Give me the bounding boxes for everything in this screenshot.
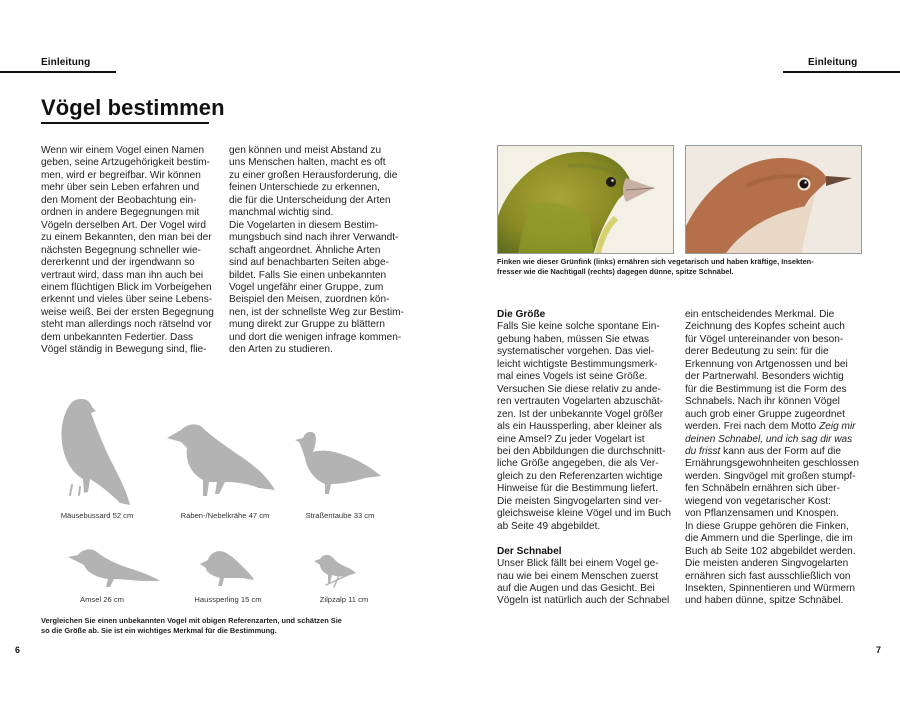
silhouette-maeusebussard — [50, 397, 140, 509]
bird-label-zilpzalp: Zilpzalp 11 cm — [319, 595, 369, 604]
text-line: als ein Haussperling, aber kleiner als — [497, 421, 662, 433]
motto-line-2 — [685, 434, 875, 446]
text-line: erkennt und vieles über seine Lebens- — [41, 294, 213, 306]
text-line: ab Seite 49 abgebildet. — [497, 520, 601, 532]
text-line: feinen Unterschiede zu erkennen, — [229, 182, 380, 194]
bird-label-haussperling: Haussperling 15 cm — [194, 595, 262, 604]
page-number-left: 6 — [15, 645, 21, 655]
text-column-right — [685, 309, 875, 608]
text-line: gen können und meist Abstand zu — [229, 145, 382, 156]
text-line: und dort die wenigen infrage kommen- — [229, 331, 402, 343]
page-number-right: 7 — [876, 645, 882, 655]
text-line: und haben dünne, spitze Schnäbel. — [685, 595, 844, 607]
motto-suffix: kann aus der Form auf die — [720, 445, 841, 457]
text-line: geben, seine Artzugehörigkeit bestim- — [41, 157, 210, 169]
text-line: bei den Abbildungen die durchschnitt- — [497, 445, 666, 457]
text-line: zen. Ist der unbekannte Vogel größer — [497, 408, 664, 420]
text-line: dererkennt und der irgendwann so — [41, 257, 195, 269]
text-line: gleichsweise kleine Vögel und im Buch — [497, 508, 671, 520]
text-line: Falls Sie keine solche spontane Ein- — [497, 321, 660, 333]
text-line: Wenn wir einem Vogel einen Namen — [41, 145, 205, 156]
text-line: schaft angeordnet. Ähnliche Arten — [229, 244, 381, 256]
text-line: Vögeln ist natürlich auch der Schnabel — [497, 595, 670, 607]
text-line: uns Menschen halten, macht es oft — [229, 157, 386, 169]
text-line: Versuchen Sie diese relativ zu ande- — [497, 383, 661, 395]
text-line: In diese Gruppe gehören die Finken, — [685, 520, 849, 532]
text-line: men, wird er begreifbar. Wir können — [41, 169, 201, 181]
text-line: Insekten, Spinnentieren und Würmern — [685, 582, 856, 594]
text-line: Buch ab Seite 102 abgebildet werden. — [685, 545, 856, 557]
text-line: dem unbekannten Federtier. Dass — [41, 331, 194, 343]
text-line: systematischer vorgehen. Das viel- — [497, 346, 655, 358]
text-line: Vögeln derselben Art. Der Vogel wird — [41, 219, 206, 231]
text-line: mung direkt zur Gruppe zu blättern — [229, 319, 385, 331]
motto-prefix: werden. Frei nach dem Motto — [685, 421, 820, 433]
text-line: Erkennung von Artgenossen und bei — [685, 358, 848, 370]
text-line: wiegend von vegetarischer Kost: — [685, 495, 831, 507]
silhouette-nebelkraehe — [163, 418, 279, 502]
silhouette-zilpzalp — [312, 551, 372, 591]
text-line: den Moment der Beobachtung ein- — [41, 194, 197, 206]
text-line: einem flüchtigen Blick im Vorbeigehen — [41, 281, 212, 293]
text-line: der Partnerwahl. Besonders wichtig — [685, 371, 844, 383]
text-line: nau wie bei einem Menschen zuerst — [497, 570, 659, 582]
section-heading-schnabel: Der Schnabel — [497, 545, 562, 557]
photo-gruenfink — [497, 145, 674, 254]
text-line: Ernährungsgewohnheiten geschlossen — [685, 458, 859, 470]
text-line: Hinweise für die Bestimmung liefert. — [497, 483, 659, 495]
silhouette-amsel — [66, 545, 162, 589]
text-line: ein entscheidendes Merkmal. Die — [685, 309, 835, 320]
text-line: zu einer großen Herausforderung, die — [229, 169, 398, 181]
text-line: nächsten Begegnung schneller wie- — [41, 244, 201, 256]
header-label-left: Einleitung — [41, 57, 91, 68]
text-line: Beispiel den Meisen, zuordnen kön- — [229, 294, 390, 306]
text-line: für Vögel untereinander von beson- — [685, 333, 844, 345]
text-line: ernähren sich fast ausschließlich von — [685, 570, 851, 582]
motto-italic-3: du frisst — [685, 445, 721, 457]
photo-caption: Finken wie dieser Grünfink (links) ernähren sich vegetarisch und haben kräftige, Insekten- fresser wie die Nachtigall (rechts) dagegen dünne, spitze Schnäbel. — [497, 257, 814, 277]
text-line: gleich zu den Referenzarten wichtige — [497, 470, 663, 482]
header-rule-right — [783, 71, 900, 73]
silhouette-strassentaube — [293, 428, 385, 500]
text-line: Die meisten anderen Singvogelarten — [685, 558, 849, 570]
bird-label-maeusebussard: Mäusebussard 52 cm — [60, 511, 134, 520]
gruenfink-illustration — [498, 146, 673, 253]
text-line: Die meisten Singvogelarten sind ver- — [497, 495, 662, 507]
motto-italic-2: deinen Schnabel, und ich sag dir was — [685, 433, 853, 445]
silhouette-haussperling — [198, 548, 256, 588]
text-line: leicht wichtigste Bestimmungsmerk- — [497, 358, 658, 370]
text-line: weise weiß. Bei der ersten Begegnung — [41, 306, 214, 318]
bird-label-strassentaube: Straßentaube 33 cm — [305, 511, 375, 520]
text-line: fen Schnäbeln ernähren sich über- — [685, 483, 840, 495]
text-line: mal eines Vogels ist seine Größe. — [497, 371, 648, 383]
text-line: von Pflanzensamen und Knospen. — [685, 508, 839, 520]
intro-column-1 — [41, 145, 221, 357]
text-line: werden. Singvögel mit großen stumpf- — [685, 470, 856, 482]
text-line: auf die Augen und das Gesicht. Bei — [497, 582, 655, 594]
text-line: eine Amsel? Zu jeder Vogelart ist — [497, 433, 645, 445]
text-line: mungsbuch sind nach ihrer Verwandt- — [229, 232, 399, 244]
page-title: Vögel bestimmen — [41, 95, 225, 120]
text-line: Vogel ungefähr einer Gruppe, zum — [229, 281, 384, 293]
intro-column-2 — [229, 145, 409, 357]
motto-line-3 — [685, 446, 875, 458]
text-line: die für die Unterscheidung der Arten — [229, 194, 391, 206]
text-line: für die Bestimmung ist die Form des — [685, 383, 847, 395]
text-line: ordnen in andere Begegnungen mit — [41, 207, 200, 219]
header-rule-left — [0, 71, 116, 73]
text-line: Schnabels. Nach ihr können Vögel — [685, 396, 840, 408]
text-line: Vögel ständig in Bewegung sind, flie- — [41, 344, 207, 356]
nachtigall-illustration — [686, 146, 861, 253]
photo-nachtigall — [685, 145, 862, 254]
motto-line-1 — [685, 421, 875, 433]
text-line: gebung haben, müssen Sie etwas — [497, 333, 650, 345]
text-line: steht man allerdings noch rätselnd vor — [41, 319, 212, 331]
bird-label-nebelkraehe: Raben-/Nebelkrähe 47 cm — [180, 511, 270, 520]
text-line: die Ammern und die Sperlinge, die im — [685, 533, 853, 545]
header-label-right: Einleitung — [808, 57, 858, 68]
motto-italic-1: Zeig mir — [819, 421, 856, 433]
size-comparison-caption: Vergleichen Sie einen unbekannten Vogel mit obigen Referenzarten, und schätzen Sie so die Größe ab. Sie ist ein wichtiges Merkmal für die Bestimmung. — [41, 616, 342, 636]
text-line: sind auf benachbarten Seiten abge- — [229, 257, 389, 269]
text-line: manchmal wichtig sind. — [229, 207, 334, 219]
text-line: auch grob einer Gruppe zugeordnet — [685, 408, 845, 420]
text-line: Zeichnung des Kopfes scheint auch — [685, 321, 845, 333]
title-underline — [41, 122, 209, 124]
text-line: vertraut wird, dass man ihn auch bei — [41, 269, 204, 281]
text-line: bildet. Falls Sie einen unbekannten — [229, 269, 387, 281]
section-heading-groesse: Die Größe — [497, 309, 546, 320]
text-line: nen, ist der schnellste Weg zur Bestim- — [229, 306, 404, 318]
text-line: liche Größe angegeben, die als Ver- — [497, 458, 659, 470]
bird-label-amsel: Amsel 26 cm — [80, 595, 124, 604]
text-line: ren vertrauten Vogelarten abzuschät- — [497, 396, 664, 408]
text-line: den Arten zu studieren. — [229, 344, 333, 356]
text-line: Unser Blick fällt bei einem Vogel ge- — [497, 558, 659, 570]
text-line: mehr über sein Leben erfahren und — [41, 182, 200, 194]
text-line: derer Bedeutung zu sein: für die — [685, 346, 829, 358]
text-line: Die Vogelarten in diesem Bestim- — [229, 219, 379, 231]
text-column-left — [497, 309, 677, 608]
text-line: zu einem Bekannten, den man bei der — [41, 232, 212, 244]
